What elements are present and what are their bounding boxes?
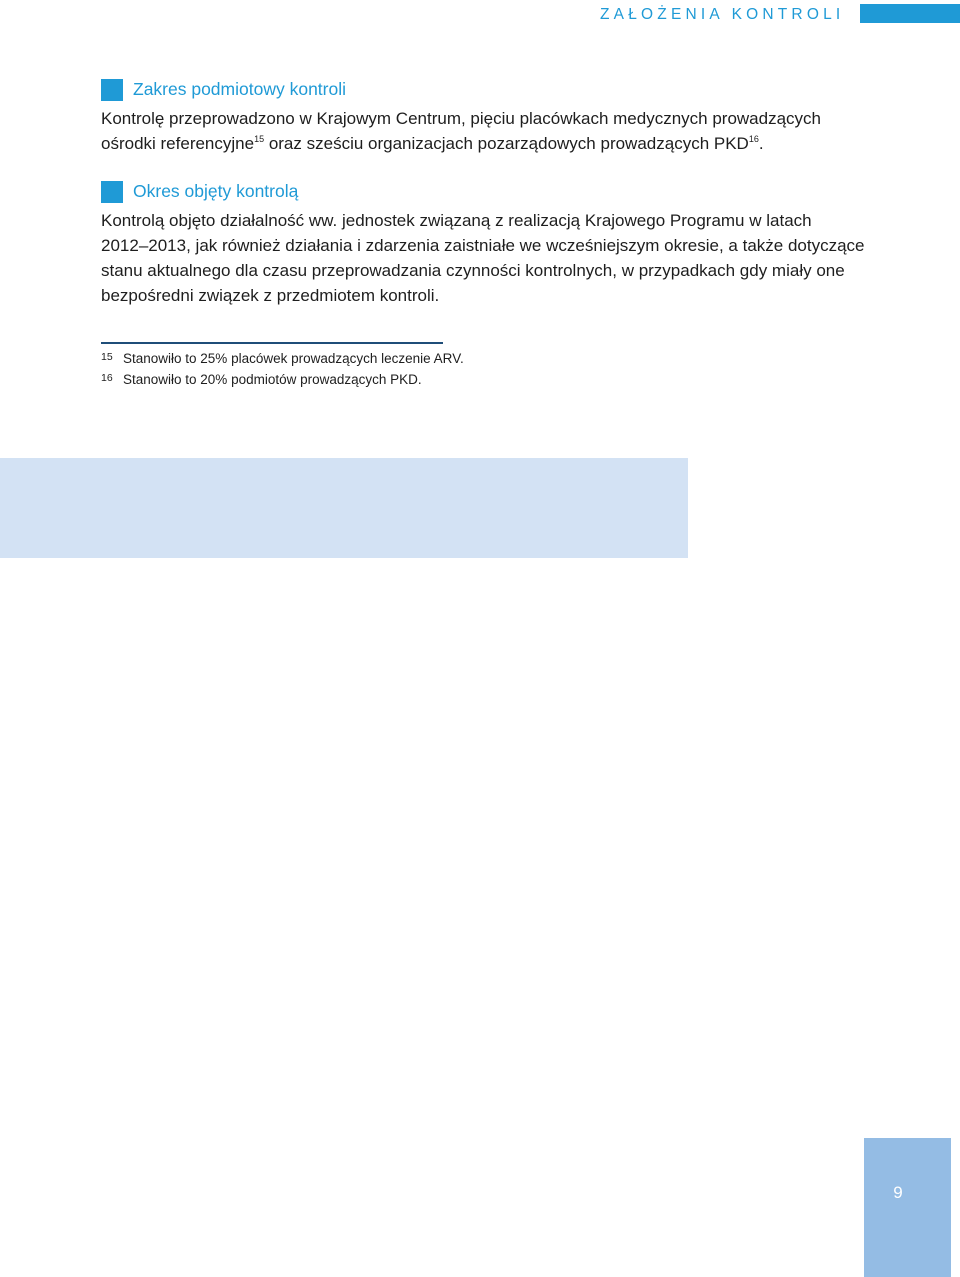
footnote-text: Stanowiło to 25% placówek prowadzących leczenie ARV. xyxy=(123,351,464,366)
footnote-divider xyxy=(101,342,443,344)
header-title: ZAŁOŻENIA KONTROLI xyxy=(600,6,845,23)
paragraph-line: stanu aktualnego dla czasu przeprowadzania czynności kontrolnych, w przypadkach gdy miały one xyxy=(101,261,845,280)
text-run: oraz sześciu organizacjach pozarządowych prowadzących PKD xyxy=(264,134,749,153)
paragraph-line: Kontrolą objęto działalność ww. jednostek związaną z realizacją Krajowego Programu w latach xyxy=(101,211,812,230)
paragraph-line: Kontrolę przeprowadzono w Krajowym Centrum, pięciu placówkach medycznych prowadzących xyxy=(101,109,821,128)
section-bullet-icon xyxy=(101,181,123,203)
paragraph-line xyxy=(101,131,861,156)
text-run: ośrodki referencyjne xyxy=(101,134,255,153)
footnote-number: 16 xyxy=(101,372,113,384)
footnote-15 xyxy=(101,347,464,367)
footnote-16 xyxy=(101,368,422,388)
footnote-ref-16: 16 xyxy=(748,134,759,144)
section-title: Zakres podmiotowy kontroli xyxy=(133,79,346,99)
section-heading-scope xyxy=(101,78,346,101)
footnote-number: 15 xyxy=(101,351,113,363)
page-number: 9 xyxy=(893,1183,903,1202)
light-blue-box xyxy=(0,458,688,558)
section-heading-period xyxy=(101,180,298,203)
paragraph-line: bezpośredni związek z przedmiotem kontroli. xyxy=(101,286,440,305)
section-title: Okres objęty kontrolą xyxy=(133,181,299,201)
footnote-text: Stanowiło to 20% podmiotów prowadzących PKD. xyxy=(123,372,422,387)
section-bullet-icon xyxy=(101,79,123,101)
period-paragraph xyxy=(101,208,865,308)
text-run: . xyxy=(758,134,764,153)
scope-paragraph xyxy=(101,106,861,156)
footnote-ref-15: 15 xyxy=(254,134,265,144)
header-accent-bar xyxy=(860,4,960,23)
page-number-tab xyxy=(864,1138,951,1277)
paragraph-line: 2012–2013, jak również działania i zdarzenia zaistniałe we wcześniejszym okresie, a także dotyczące xyxy=(101,236,865,255)
